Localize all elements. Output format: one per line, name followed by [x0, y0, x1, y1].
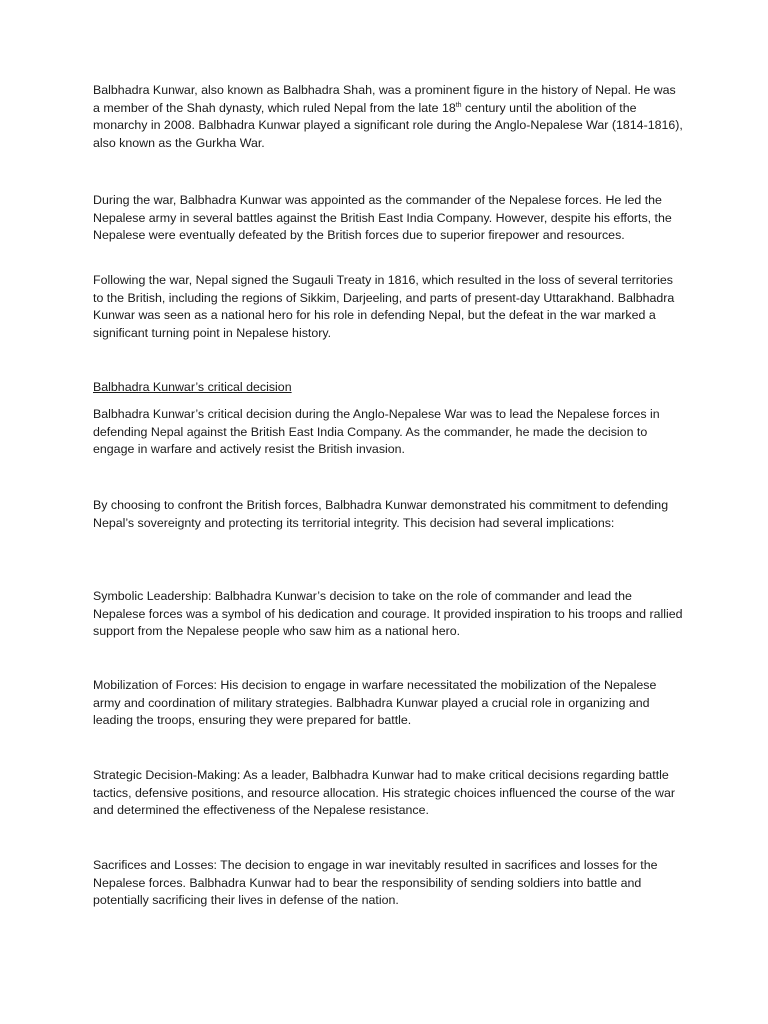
sugauli-treaty-paragraph: Following the war, Nepal signed the Sugauli Treaty in 1816, which resulted in the loss of several territories to the British, including the regions of Sikkim, Darjeeling, and parts of present-day Uttarakhand. Balbhadra Kunwar was seen as a national hero for his role in defending Nepal, but the defeat in the war marked a significant turning point in Nepalese history.: [93, 273, 675, 340]
strategic-decision-paragraph: Strategic Decision-Making: As a leader, Balbhadra Kunwar had to make critical decisions regarding battle tactics, defensive positions, and resource allocation. His strategic choices influenced the course of the war and determined the effectiveness of the Nepalese resistance.: [93, 768, 675, 818]
mobilization-paragraph: Mobilization of Forces: His decision to engage in warfare necessitated the mobilization of the Nepalese army and coordination of military strategies. Balbhadra Kunwar played a crucial role in organizing and leading the troops, ensuring they were prepared for battle.: [93, 678, 657, 728]
ordinal-superscript: th: [455, 101, 462, 109]
implications-intro-paragraph: By choosing to confront the British forces, Balbhadra Kunwar demonstrated his commitment to defending Nepal’s sovereignty and protecting its territorial integrity. This decision had several implications:: [93, 498, 669, 530]
sacrifices-paragraph: Sacrifices and Losses: The decision to engage in war inevitably resulted in sacrifices and losses for the Nepalese forces. Balbhadra Kunwar had to bear the responsibility of sending soldiers into battle and potentially sacrificing their lives in defense of the nation.: [93, 858, 658, 908]
critical-decision-paragraph: Balbhadra Kunwar’s critical decision during the Anglo-Nepalese War was to lead the Nepalese forces in defending Nepal against the British East India Company. As the commander, he made the decision to engage in warfare and actively resist the British invasion.: [93, 407, 660, 457]
intro-paragraph: [93, 82, 683, 152]
section-heading: Balbhadra Kunwar’s critical decision: [93, 380, 292, 394]
symbolic-leadership-paragraph: Symbolic Leadership: Balbhadra Kunwar’s decision to take on the role of commander and lead the Nepalese forces was a symbol of his dedication and courage. It provided inspiration to his troops and rallied support from the Nepalese people who saw him as a national hero.: [93, 589, 683, 639]
war-command-paragraph: During the war, Balbhadra Kunwar was appointed as the commander of the Nepalese forces. He led the Nepalese army in several battles against the British East India Company. However, despite his efforts, the Nepalese were eventually defeated by the British forces due to superior firepower and resources.: [93, 193, 672, 243]
intro-text-b: century until the abolition of the monarchy in 2008. Balbhadra Kunwar played a significant role during the Anglo-Nepalese War (1814-1816), also known as the Gurkha War.: [93, 100, 683, 150]
intro-text-a: Balbhadra Kunwar, also known as Balbhadra Shah, was a prominent figure in the history of Nepal. He was a member of the Shah dynasty, which ruled Nepal from the late 18: [93, 83, 676, 115]
